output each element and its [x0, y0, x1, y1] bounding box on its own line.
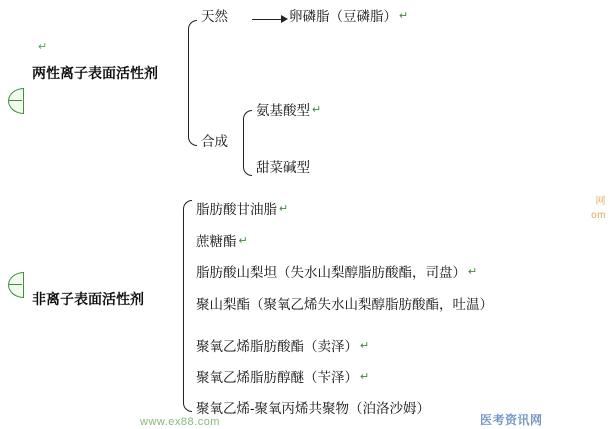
paragraph-mark: ↵ — [312, 104, 322, 116]
group2-item-1: 脂肪酸甘油脂 ↵ — [196, 202, 289, 217]
group1-child2-leaf2-label: 甜菜碱型 — [256, 160, 310, 175]
group2-item-5: 聚氧乙烯脂肪酸酯（卖泽） ↵ — [196, 339, 370, 354]
bullet-disc — [8, 88, 24, 114]
watermark-bottom-left: www.ex88.com — [140, 416, 220, 428]
paragraph-mark: ↵ — [399, 10, 409, 22]
paragraph-mark: ↵ — [360, 371, 370, 383]
group2-brace — [183, 200, 192, 412]
group1-brace — [188, 20, 197, 146]
group2-item-2: 蔗糖酯 ↵ — [196, 234, 248, 249]
group1-label: 两性离子表面活性剂 — [32, 65, 158, 81]
bullet-ornament-group1 — [8, 88, 24, 114]
watermark-right-bottom: om — [591, 210, 606, 221]
watermark-bottom-right: 医考资讯网 — [480, 413, 543, 427]
paragraph-mark: ↵ — [468, 266, 478, 278]
paragraph-mark: ↵ — [279, 203, 289, 215]
bullet-bar — [9, 284, 22, 286]
group1-child1-leaf1-label: 卵磷脂（豆磷脂） ↵ — [289, 9, 409, 24]
group2-item-4: 聚山梨酯（聚氧乙烯失水山梨醇脂肪酸酯，吐温） — [196, 297, 493, 312]
group2-item-6: 聚氧乙烯脂肪醇醚（苄泽） ↵ — [196, 370, 370, 385]
bullet-bar — [9, 100, 22, 102]
group2-item-7: 聚氧乙烯-聚氧丙烯共聚物（泊洛沙姆） — [196, 401, 430, 416]
bullet-disc — [8, 272, 24, 298]
paragraph-mark: ↵ — [360, 340, 370, 352]
group2-item-3: 脂肪酸山梨坦（失水山梨醇脂肪酸酯，司盘） ↵ — [196, 265, 478, 280]
arrow-head-natural — [281, 15, 288, 23]
group2-label: 非离子表面活性剂 — [32, 291, 144, 307]
watermark-right-top: 网 — [595, 196, 606, 207]
stray-paragraph-mark: ↵ — [38, 41, 48, 53]
paragraph-mark: ↵ — [238, 235, 248, 247]
arrow-line-natural — [252, 19, 284, 20]
group1-child2-leaf1-label: 氨基酸型 ↵ — [256, 103, 322, 118]
group1-child1-label: 天然 — [201, 9, 228, 24]
group1-child2-label: 合成 — [201, 134, 228, 149]
group1-child2-brace — [243, 110, 252, 176]
bullet-ornament-group2 — [8, 272, 24, 298]
